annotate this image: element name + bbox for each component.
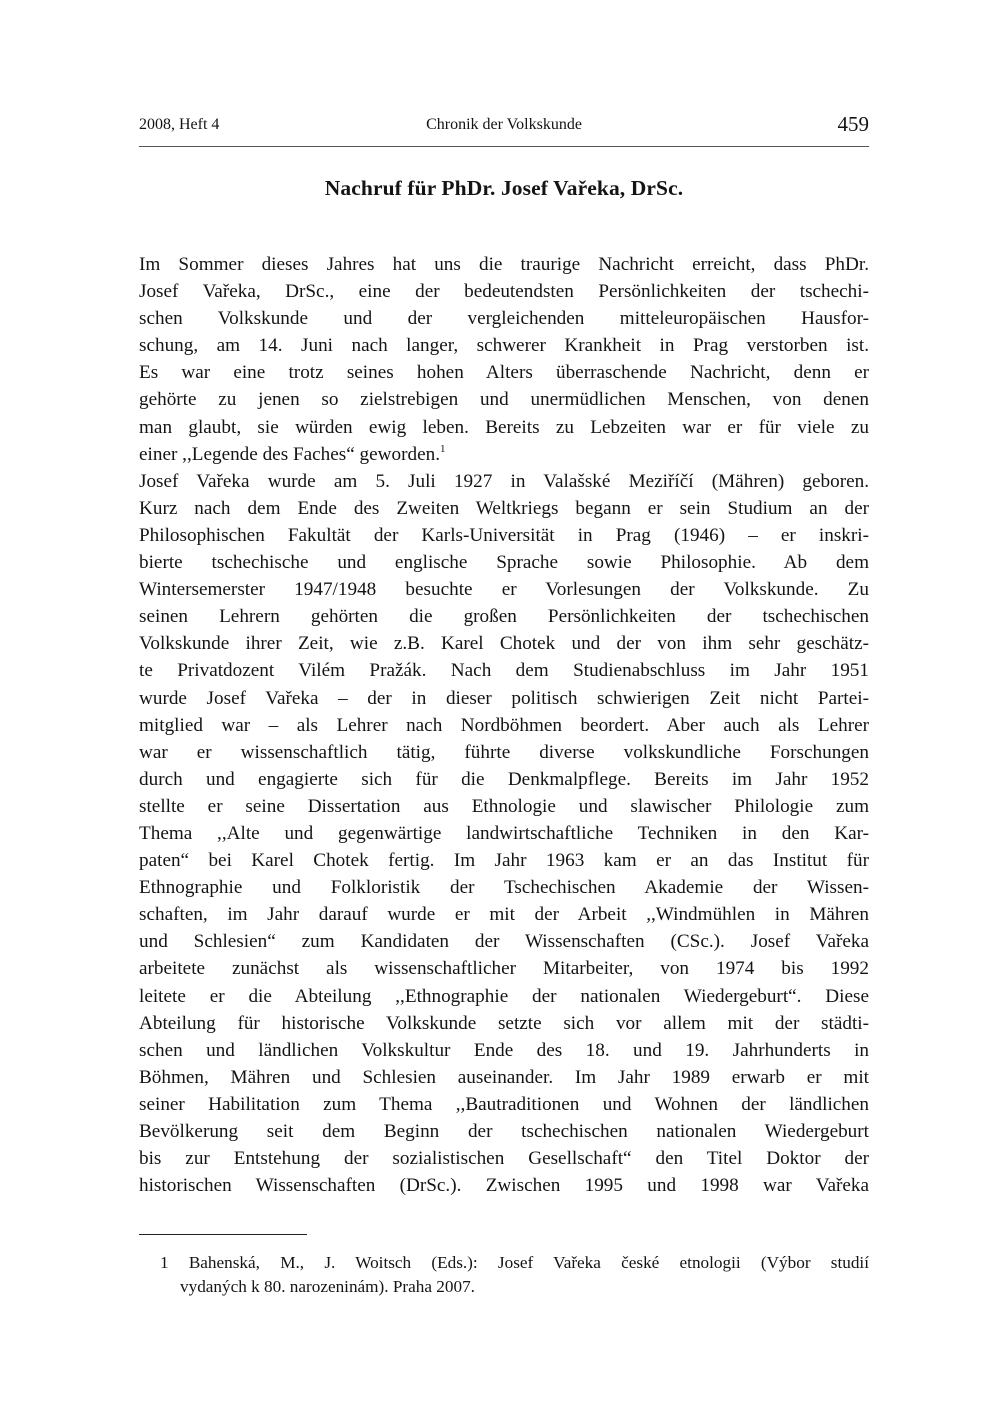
- text-line: man glaubt, sie würden ewig leben. Bereits zu Lebzeiten war er für viele zu: [139, 416, 869, 438]
- text-line: stellte er seine Dissertation aus Ethnologie und slawischer Philologie zum: [139, 795, 869, 817]
- text-line: Thema ,,Alte und gegenwärtige landwirtschaftliche Techniken in den Kar-: [139, 822, 869, 844]
- paragraph-1: [139, 251, 869, 468]
- text-line-content: einer ,,Legende des Faches“ geworden.: [139, 443, 441, 465]
- text-line: paten“ bei Karel Chotek fertig. Im Jahr 1963 kam er an das Institut für: [139, 850, 869, 872]
- text-line: Volkskunde ihrer Zeit, wie z.B. Karel Chotek und der von ihm sehr geschätz-: [139, 633, 869, 655]
- text-line: schen Volkskunde und der vergleichenden mitteleuropäischen Hausfor-: [139, 308, 869, 330]
- footnote-divider: [139, 1234, 307, 1235]
- issue-label: 2008, Heft 4: [139, 116, 220, 133]
- text-line: te Privatdozent Vilém Pražák. Nach dem Studienabschluss im Jahr 1951: [139, 660, 869, 682]
- text-line: schen und ländlichen Volkskultur Ende des 18. und 19. Jahrhunderts in: [139, 1039, 869, 1061]
- text-line: schaften, im Jahr darauf wurde er mit der Arbeit ,,Windmühlen in Mähren: [139, 904, 869, 926]
- article-body: [139, 251, 869, 1199]
- text-line: historischen Wissenschaften (DrSc.). Zwischen 1995 und 1998 war Vařeka: [139, 1175, 869, 1197]
- text-line: durch und engagierte sich für die Denkmalpflege. Bereits im Jahr 1952: [139, 768, 869, 790]
- text-line: Im Sommer dieses Jahres hat uns die traurige Nachricht erreicht, dass PhDr.: [139, 254, 869, 275]
- text-line: Es war eine trotz seines hohen Alters überraschende Nachricht, denn er: [139, 362, 869, 384]
- text-line: Böhmen, Mähren und Schlesien auseinander. Im Jahr 1989 erwarb er mit: [139, 1066, 869, 1088]
- text-line: Ethnographie und Folkloristik der Tschechischen Akademie der Wissen-: [139, 877, 869, 899]
- text-line: bierte tschechische und englische Sprache sowie Philosophie. Ab dem: [139, 552, 869, 574]
- text-line: schung, am 14. Juni nach langer, schwerer Krankheit in Prag verstorben ist.: [139, 335, 869, 357]
- footnote-line: 1 Bahenská, M., J. Woitsch (Eds.): Josef Vařeka české etnologii (Výbor studií: [160, 1253, 869, 1272]
- text-line: Wintersemerster 1947/1948 besuchte er Vorlesungen der Volkskunde. Zu: [139, 579, 869, 601]
- article-title: Nachruf für PhDr. Josef Vařeka, DrSc.: [324, 176, 684, 200]
- text-line: arbeitete zunächst als wissenschaftlicher Mitarbeiter, von 1974 bis 1992: [139, 958, 869, 980]
- footnote-reference[interactable]: 1: [440, 442, 446, 455]
- text-line: seinen Lehrern gehörten die großen Persönlichkeiten der tschechischen: [139, 606, 869, 628]
- text-line: war er wissenschaftlich tätig, führte diverse volkskundliche Forschungen: [139, 741, 869, 763]
- paragraph-2: [139, 468, 869, 1200]
- page-number: 459: [837, 112, 869, 136]
- text-line: wurde Josef Vařeka – der in dieser politisch schwierigen Zeit nicht Partei-: [139, 687, 869, 709]
- text-line: Josef Vařeka wurde am 5. Juli 1927 in Valašské Meziříčí (Mähren) geboren.: [139, 470, 869, 492]
- text-line: [139, 441, 869, 468]
- footnote-line: vydaných k 80. narozeninám). Praha 2007.: [180, 1277, 475, 1296]
- text-line: leitete er die Abteilung ,,Ethnographie der nationalen Wiedergeburt“. Diese: [139, 985, 869, 1007]
- text-line: Philosophischen Fakultät der Karls-Universität in Prag (1946) – er inskri-: [139, 524, 869, 546]
- text-line: mitglied war – als Lehrer nach Nordböhmen beordert. Aber auch als Lehrer: [139, 714, 869, 736]
- text-line: Bevölkerung seit dem Beginn der tschechischen nationalen Wiedergeburt: [139, 1121, 869, 1142]
- text-line: bis zur Entstehung der sozialistischen Gesellschaft“ den Titel Doktor der: [139, 1148, 869, 1170]
- section-title: Chronik der Volkskunde: [426, 116, 582, 133]
- text-line: gehörte zu jenen so zielstrebigen und unermüdlichen Menschen, von denen: [139, 389, 869, 411]
- text-line: seiner Habilitation zum Thema ,,Bautraditionen und Wohnen der ländlichen: [139, 1093, 869, 1115]
- text-line: Kurz nach dem Ende des Zweiten Weltkriegs begann er sein Studium an der: [139, 497, 869, 519]
- footnote-1: [160, 1251, 869, 1299]
- text-line: und Schlesien“ zum Kandidaten der Wissenschaften (CSc.). Josef Vařeka: [139, 931, 869, 953]
- text-line: Abteilung für historische Volkskunde setzte sich vor allem mit der städti-: [139, 1012, 869, 1034]
- text-line: Josef Vařeka, DrSc., eine der bedeutendsten Persönlichkeiten der tschechi-: [139, 281, 869, 303]
- running-header: [139, 112, 869, 140]
- header-divider: [139, 146, 869, 147]
